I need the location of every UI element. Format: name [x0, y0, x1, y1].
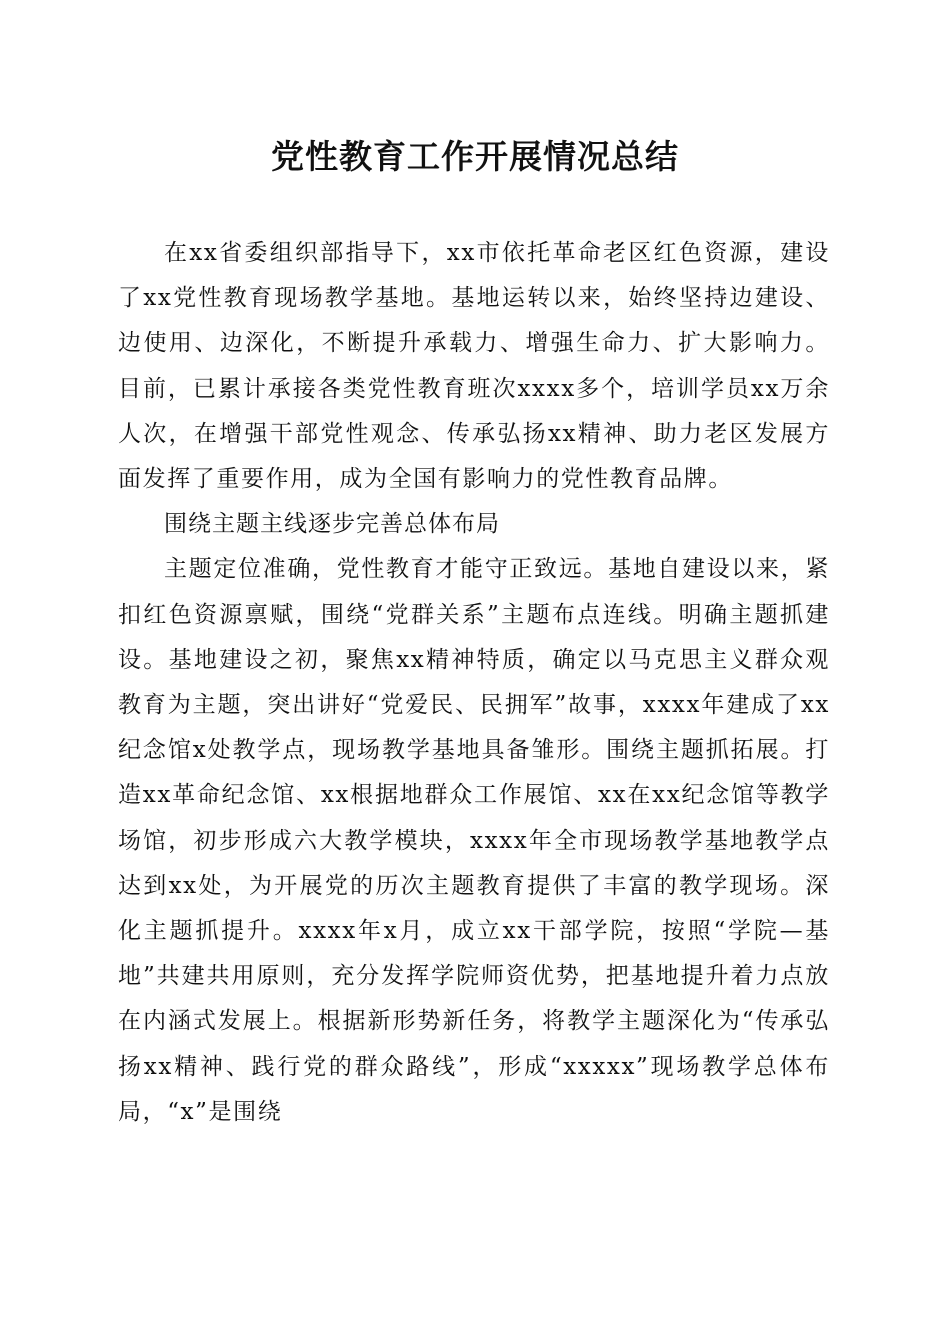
section-heading: 围绕主题主线逐步完善总体布局 — [164, 511, 500, 538]
intro-paragraph: 在xx省委组织部指导下，xx市依托革命老区红色资源，建设了xx党性教育现场教学基地。基地运转以来，始终坚持边建设、边使用、边深化，不断提升承载力、增强生命力、扩大影响力。目前，已累计承接各类党性教育班次xxxx多个，培训学员xx万余人次，在增强干部党性观念、传承弘扬xx精神、助力老区发展方面发挥了重要作用，成为全国有影响力的党性教育品牌。 — [118, 240, 830, 493]
document-title: 党性教育工作开展情况总结 — [271, 137, 679, 176]
document-body — [118, 231, 830, 1135]
section-paragraph: 主题定位准确，党性教育才能守正致远。基地自建设以来，紧扣红色资源禀赋，围绕“党群关系”主题布点连线。明确主题抓建设。基地建设之初，聚焦xx精神特质，确定以马克思主义群众观教育为主题，突出讲好“党爱民、民拥军”故事，xxxx年建成了xx纪念馆x处教学点，现场教学基地具备雏形。围绕主题抓拓展。打造xx革命纪念馆、xx根据地群众工作展馆、xx在xx纪念馆等教学场馆，初步形成六大教学模块，xxxx年全市现场教学基地教学点达到xx处，为开展党的历次主题教育提供了丰富的教学现场。深化主题抓提升。xxxx年x月，成立xx干部学院，按照“学院—基地”共建共用原则，充分发挥学院师资优势，把基地提升着力点放在内涵式发展上。根据新形势新任务，将教学主题深化为“传承弘扬xx精神、践行党的群众路线”，形成“xxxxx”现场教学总体布局，“x”是围绕 — [118, 556, 830, 1125]
